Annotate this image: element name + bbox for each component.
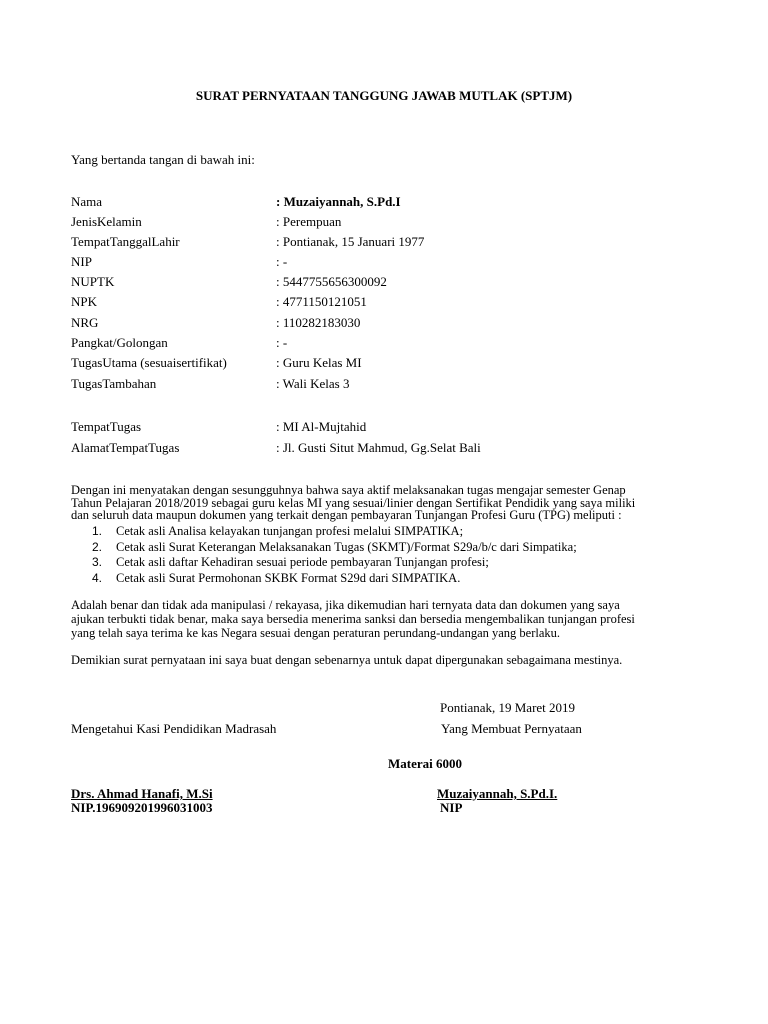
field-label: TugasTambahan (71, 376, 157, 391)
list-text: Cetak asli Surat Keterangan Melaksanakan Tugas (SKMT)/Format S29a/b/c dari Simpatika; (116, 539, 577, 554)
field-value: : Guru Kelas MI (276, 355, 362, 370)
field-label: NPK (71, 294, 98, 309)
truth-line: Adalah benar dan tidak ada manipulasi / rekayasa, jika dikemudian hari ternyata data dan dokumen yang saya (71, 598, 620, 612)
place-date: Pontianak, 19 Maret 2019 (440, 700, 576, 715)
field-value: : 5447755656300092 (276, 274, 387, 289)
right-sign-title: Yang Membuat Pernyataan (441, 721, 582, 736)
field-label: TempatTanggalLahir (71, 234, 180, 249)
list-text: Cetak asli daftar Kehadiran sesuai periode pembayaran Tunjangan profesi; (116, 555, 489, 569)
intro-text: Yang bertanda tangan di bawah ini: (71, 152, 255, 167)
truth-line: yang telah saya terima ke kas Negara sesuai dengan peraturan perundang-undangan yang berlaku. (71, 626, 561, 640)
left-signer-name: Drs. Ahmad Hanafi, M.Si (71, 786, 213, 801)
field-value: : 110282183030 (276, 315, 361, 330)
field-value: : Jl. Gusti Situt Mahmud, Gg.Selat Bali (276, 440, 481, 455)
statement-line: Tahun Pelajaran 2018/2019 sebagai guru kelas MI yang sesuai/linier dengan Sertifikat Pendidik yang saya miliki (71, 495, 636, 510)
field-value: : 4771150121051 (276, 294, 367, 309)
document-title: SURAT PERNYATAAN TANGGUNG JAWAB MUTLAK (SPTJM) (195, 88, 573, 103)
statement-line: dan seluruh data maupun dokumen yang terkait dengan pembayaran Tunjangan Profesi Guru (TPG) meliputi : (71, 508, 622, 522)
list-number: 4. (92, 570, 103, 585)
truth-paragraph (71, 598, 698, 640)
field-value: : Muzaiyannah, S.Pd.I (276, 194, 401, 209)
list-number: 1. (92, 524, 103, 538)
list-text: Cetak asli Surat Permohonan SKBK Format S29d dari SIMPATIKA. (116, 570, 461, 585)
field-label: Nama (71, 194, 103, 209)
field-value: : Pontianak, 15 Januari 1977 (276, 234, 425, 249)
right-signer-name: Muzaiyannah, S.Pd.I. (437, 786, 558, 801)
left-sign-title: Mengetahui Kasi Pendidikan Madrasah (71, 721, 277, 736)
field-label: NIP (71, 254, 92, 269)
truth-line: ajukan terbukti tidak benar, maka saya bersedia menerima sanksi dan bersedia mengembalikan tunjangan profesi (71, 612, 635, 626)
field-value: : Perempuan (276, 214, 342, 229)
field-label: TempatTugas (71, 419, 142, 434)
list-number: 2. (92, 539, 103, 554)
list-text: Cetak asli Analisa kelayakan tunjangan profesi melalui SIMPATIKA; (116, 524, 464, 538)
field-value: : - (276, 254, 288, 269)
statement-paragraph (71, 484, 698, 522)
list-number: 3. (92, 555, 103, 569)
statement-line: Dengan ini menyatakan dengan sesungguhnya bahwa saya aktif melaksanakan tugas mengajar semester Genap (71, 483, 626, 497)
field-value: : Wali Kelas 3 (276, 376, 350, 391)
field-value: : MI Al-Mujtahid (276, 419, 367, 434)
field-value: : - (276, 335, 288, 350)
field-label: JenisKelamin (71, 214, 142, 229)
right-signer-nip: NIP (440, 800, 463, 815)
field-label: NRG (71, 315, 99, 330)
field-label: NUPTK (71, 274, 115, 289)
field-label: AlamatTempatTugas (71, 440, 180, 455)
closing-text: Demikian surat pernyataan ini saya buat dengan sebenarnya untuk dapat dipergunakan sebagaimana mestinya. (71, 653, 623, 667)
left-signer-nip: NIP.196909201996031003 (71, 800, 213, 815)
stamp-note: Materai 6000 (388, 756, 463, 771)
field-label: TugasUtama (sesuaisertifikat) (71, 355, 227, 370)
field-label: Pangkat/Golongan (71, 335, 168, 350)
